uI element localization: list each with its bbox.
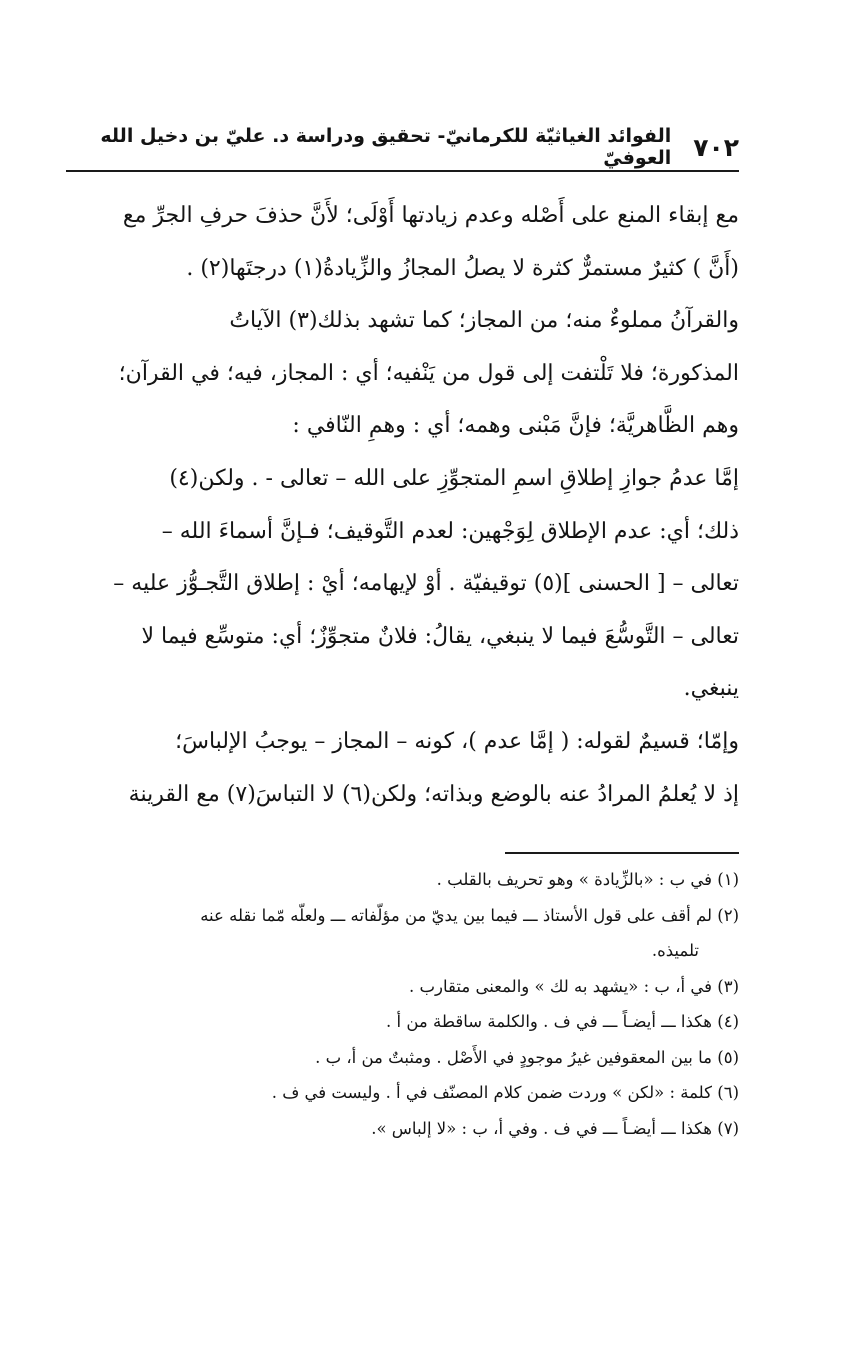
footnote: (٥) ما بين المعقوفين غيرُ موجودٍ في الأَصْل . ومثبتٌ من أ، ب . <box>315 1047 739 1067</box>
text-line: ينبغي. <box>683 676 739 702</box>
running-title: الفوائد الغياثيّة للكرمانيّ- تحقيق ودراسة د. عليّ بن دخيل الله العوفيّ <box>100 125 672 169</box>
page-number: ٧٠٢ <box>693 132 739 162</box>
footnote: (٧) هكذا ـــ أيضـاً ـــ في ف . وفي أ، ب : «لا إلباس ». <box>371 1118 739 1138</box>
text-line: مع إبقاء المنع على أَصْله وعدم زيادتها أَوْلَى؛ لأَنَّ حذفَ حرفِ الجرِّ مع <box>122 203 739 228</box>
footnote-rule <box>505 852 739 854</box>
footnote: (٣) في أ، ب : «يشهد به لك » والمعنى متقارب . <box>409 976 739 996</box>
text-line: والقرآنُ مملوءٌ منه؛ من المجاز؛ كما تشهد بذلك(٣) الآياتُ <box>229 308 739 334</box>
footnotes <box>66 862 739 1146</box>
text-line: المذكورة؛ فلا تَلْتفت إلى قول من يَنْفيه؛ أي : المجاز، فيه؛ في القرآن؛ <box>118 360 739 386</box>
footnote: (٤) هكذا ـــ أيضـاً ـــ في ف . والكلمة ساقطة من أ . <box>386 1012 739 1031</box>
text-line: إمَّا عدمُ جوازِ إطلاقِ اسمِ المتجوِّزِ على الله – تعالى - . ولكن(٤) <box>169 465 739 491</box>
text-line: تعالى – التَّوسُّعَ فيما لا ينبغي، يقالُ: فلانٌ متجوِّزٌ؛ أي: متوسِّع فيما لا <box>141 623 739 649</box>
text-line: ذلك؛ أي: عدم الإطلاق لِوَجْهين: لعدم التَّوقيف؛ فـإنَّ أسماءَ الله – <box>161 518 739 544</box>
footnote: (٢) لم أقف على قول الأستاذ ـــ فيما بين يديّ من مؤلّفاته ـــ ولعلّه مّما نقله عنه <box>200 905 739 925</box>
text-line: إذ لا يُعلمُ المرادُ عنه بالوضع وبذاته؛ ولكن(٦) لا التباسَ(٧) مع القرينة <box>128 781 739 807</box>
text-line: تعالى – [ الحسنى ](٥) توقيفيّة . أوْ لإيهامه؛ أيْ : إطلاق التَّجـوُّز عليه – <box>113 571 739 597</box>
footnote: (٦) كلمة : «لكن » وردت ضمن كلام المصنّف في أ . وليست في ف . <box>271 1083 739 1102</box>
running-header <box>66 127 739 167</box>
footnote: (١) في ب : «بالزِّيادة » وهو تحريف بالقلب . <box>436 870 739 889</box>
text-line: وهم الظَّاهريَّة؛ فإنَّ مَبْنى وهمه؛ أي : وهمِ النّافي : <box>292 413 739 439</box>
header-rule <box>66 170 739 172</box>
footnote-continuation: تلميذه. <box>651 941 699 960</box>
text-line: وإمّا؛ قسيمٌ لقوله: ( إمَّا عدم )، كونه – المجاز – يوجبُ الإلباسَ؛ <box>175 728 739 754</box>
main-text <box>66 190 739 821</box>
text-line: (أَنَّ ) كثيرٌ مستمرٌّ كثرة لا يصلُ المجازُ والزِّيادةُ(١) درجتَها(٢) . <box>186 255 739 281</box>
